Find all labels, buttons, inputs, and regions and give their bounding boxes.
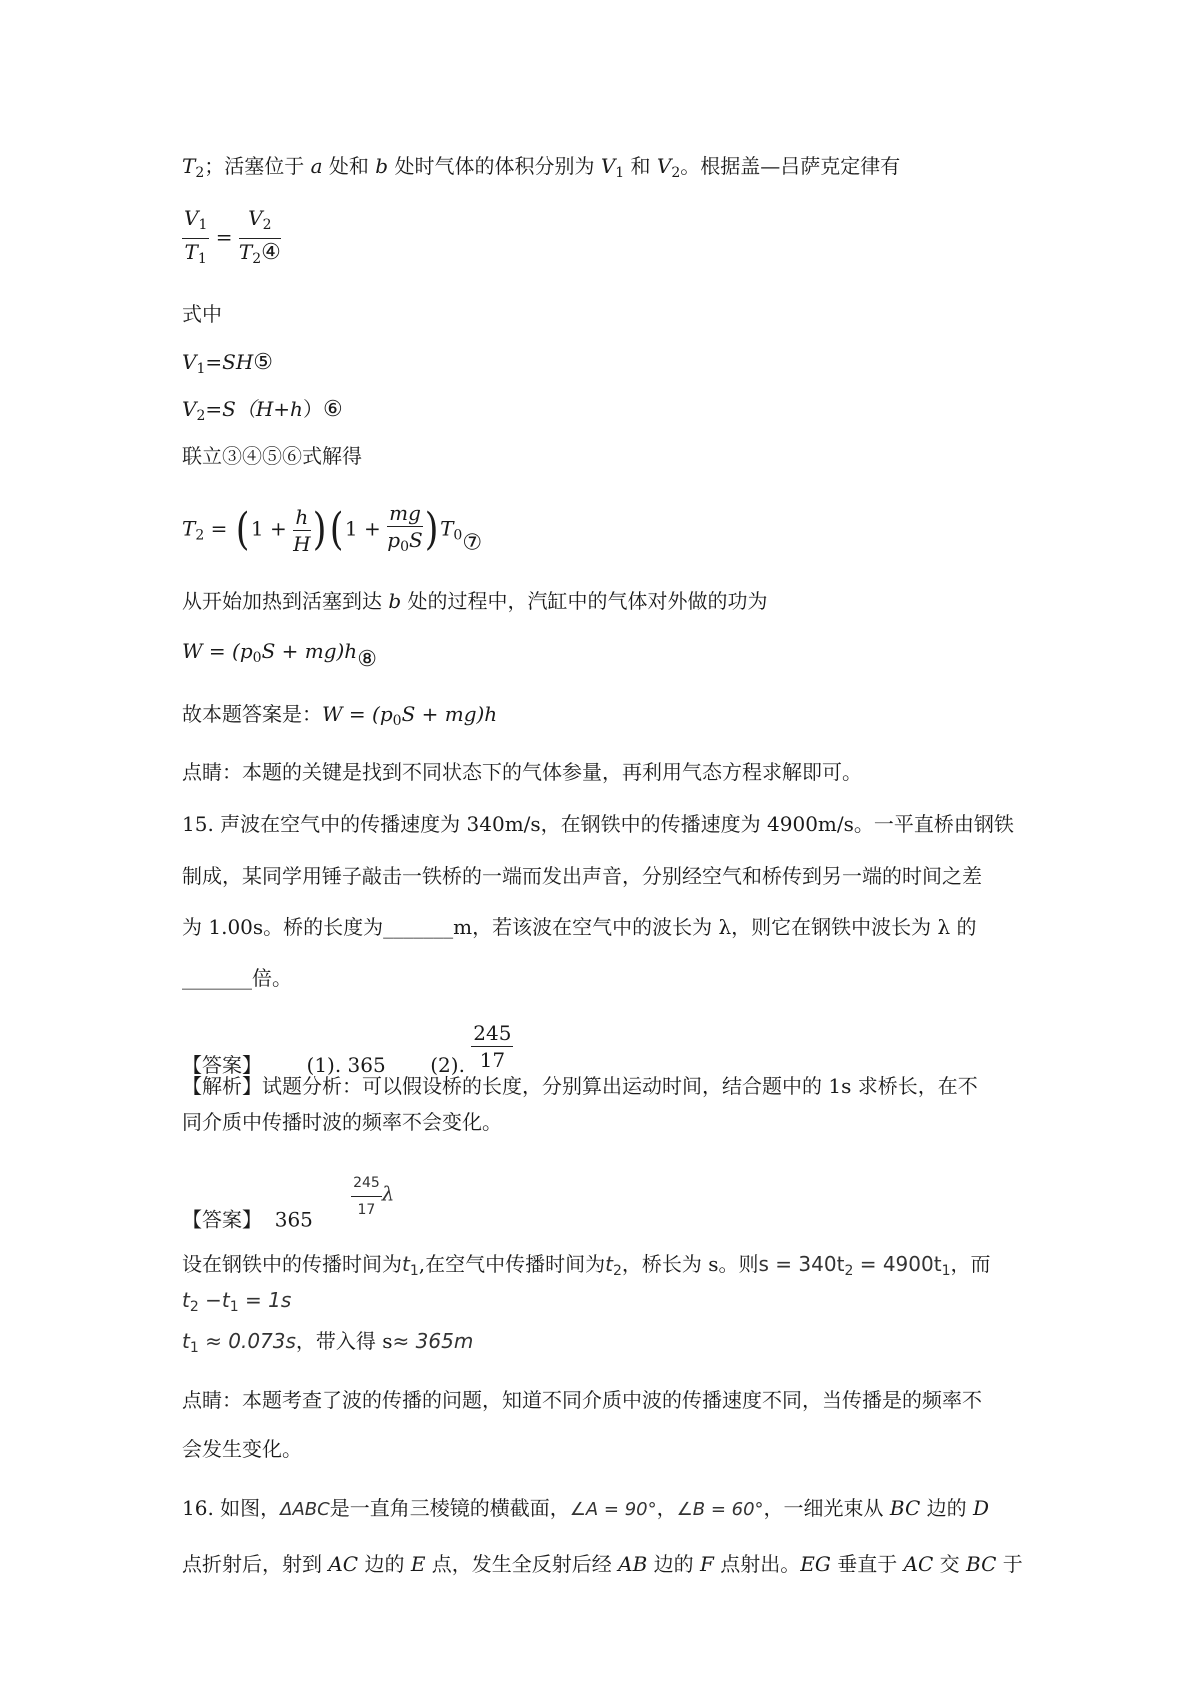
comment-line: 点睛：本题的关键是找到不同状态下的气体参量，再利用气态方程求解即可。 (182, 760, 862, 784)
question-15-line: 15. 声波在空气中的传播速度为 340m/s，在钢铁中的传播速度为 4900m/s。一平直桥由钢铁 (182, 812, 1014, 836)
text-line: 联立③④⑤⑥式解得 (182, 444, 362, 468)
text: 和 (624, 154, 657, 178)
equation-5: $V_1=SH⑤$ (182, 350, 274, 377)
subscript: 2 (195, 165, 205, 181)
question-15-line: 为 1.00s。桥的长度为_______m，若该波在空气中的波长为 λ，则它在钢铁中波长为 λ 的 (182, 915, 977, 939)
text: 处时气体的体积分别为 (388, 154, 601, 178)
solution-line: $t_1 \approx 0.073s$，带入得 s≈ 365m (182, 1329, 474, 1356)
var: a (310, 154, 323, 178)
equation-7: $T_2 = (1$ + $\frac{h}{H}$ )(1 + $\frac{mg}{p_0S}$ )$T_0⑦$ (182, 501, 483, 556)
equation-6: $V_2=S(H+h)⑥$ (182, 397, 343, 424)
equals: = (215, 225, 233, 249)
question-16-line: 16. 如图，ΔABC是一直角三棱镜的横截面，∠A = 90°，∠B = 60°，一细光束从 BC 边的 D (182, 1496, 990, 1520)
answer-15b: 【答案】 365 $\frac{245}{17}$ λ (182, 1170, 394, 1234)
question-16-line: 点折射后，射到 AC 边的 E 点，发生全反射后经 AB 边的 F 点射出。EG 垂直于 AC 交 BC 于 (182, 1552, 1023, 1576)
var: b (375, 154, 389, 178)
analysis-line: 【解析】试题分析：可以假设桥的长度，分别算出运动时间，结合题中的 1s 求桥长，在不 (182, 1074, 978, 1098)
text-line: 式中 (182, 302, 222, 326)
comment-line: 会发生变化。 (182, 1437, 302, 1461)
fraction: $\frac{V_1}{T_1}$ (184, 206, 208, 267)
question-15-line: _______倍。 (182, 966, 292, 990)
analysis-line: 同介质中传播时波的频率不会变化。 (182, 1110, 502, 1134)
comment-line: 点睛：本题考查了波的传播的问题，知道不同介质中波的传播速度不同，当传播是的频率不 (182, 1388, 982, 1412)
text: 处和 (322, 154, 376, 178)
text: ；活塞位于 (204, 154, 311, 178)
var: V (656, 154, 672, 178)
var: T (182, 154, 196, 178)
text-line: 从开始加热到活塞到达 b 处的过程中，汽缸中的气体对外做的功为 (182, 589, 768, 613)
equation-4 (182, 205, 281, 272)
subscript: 2 (671, 165, 681, 181)
fraction: $\frac{V_2}{T_2④}$ (238, 206, 281, 267)
answer-line: 故本题答案是：$W = (p_0S + mg)h$ (182, 702, 498, 729)
solution-line: 设在钢铁中的传播时间为$t_1$,在空气中传播时间为$t_2$，桥长为 s。则$s = 340t_2 = 4900t_1$，而 (182, 1252, 991, 1279)
solution-line: $t_2 -t_1 = 1s$ (182, 1288, 292, 1315)
text-line (182, 152, 900, 187)
text: 。根据盖—吕萨克定律有 (680, 154, 901, 178)
equation-8: $W = (p_0S$ + mg)h⑧ (182, 639, 377, 672)
var: V (600, 154, 616, 178)
subscript: 1 (615, 165, 625, 181)
answer-15: 【答案】 (1). 365 (2). $\frac{245}{17}$ (182, 1021, 512, 1077)
question-15-line: 制成，某同学用锤子敲击一铁桥的一端而发出声音，分别经空气和桥传到另一端的时间之差 (182, 864, 982, 888)
